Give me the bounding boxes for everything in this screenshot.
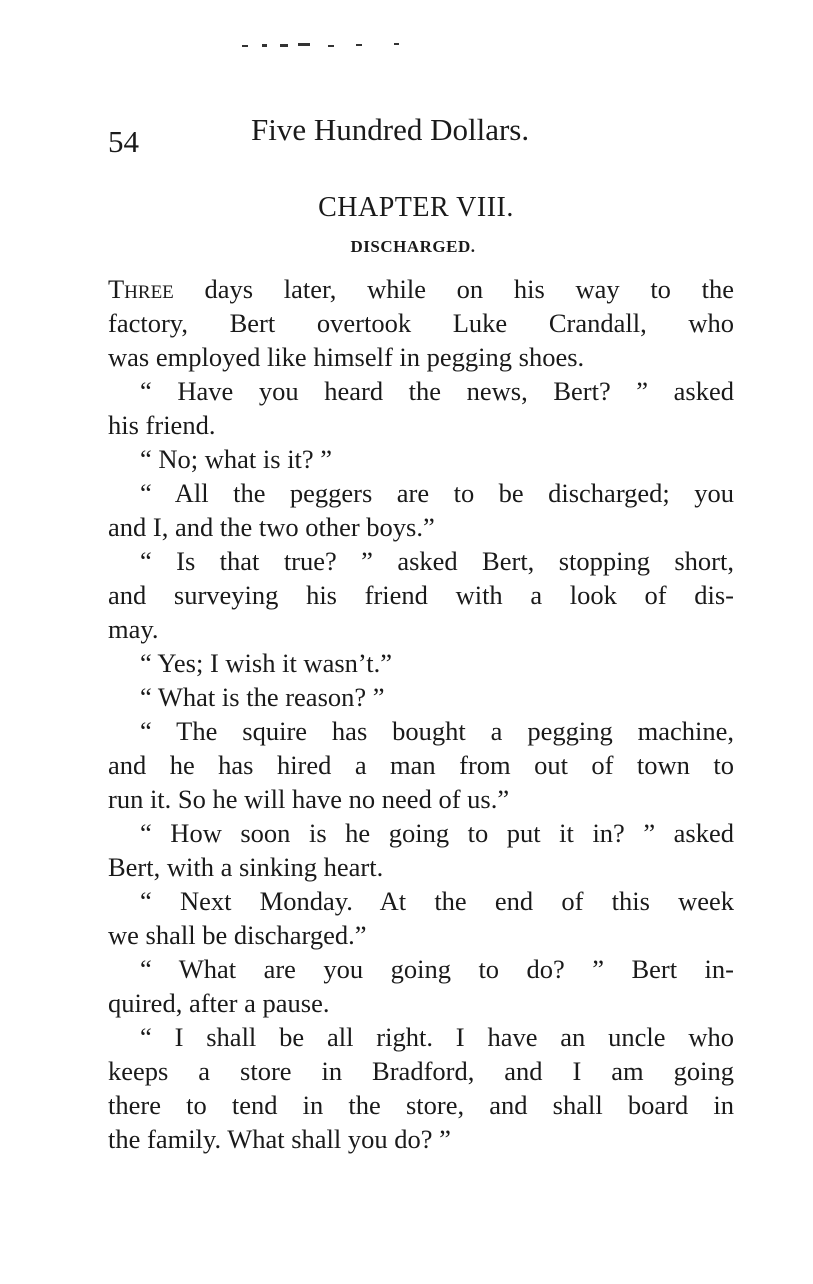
- text-line: [108, 918, 734, 952]
- line-text: “ All the peggers are to be discharged; you: [140, 478, 734, 508]
- line-text: Bert, with a sinking heart.: [108, 852, 384, 882]
- print-specks: [240, 42, 410, 48]
- text-line: [108, 1054, 734, 1088]
- line-text: “ What is the reason? ”: [140, 682, 385, 712]
- text-line: [108, 408, 734, 442]
- line-text: “ Yes; I wish it wasn’t.”: [140, 648, 392, 678]
- text-line: [108, 782, 734, 816]
- chapter-subtitle: DISCHARGED.: [350, 237, 476, 256]
- line-text: factory, Bert overtook Luke Crandall, who: [108, 308, 734, 338]
- text-line: [108, 884, 734, 918]
- line-text: “ No; what is it? ”: [140, 444, 333, 474]
- text-line: [108, 850, 734, 884]
- line-text: his friend.: [108, 410, 216, 440]
- text-line: [108, 544, 734, 578]
- line-text: the family. What shall you do? ”: [108, 1124, 451, 1154]
- text-line: [108, 952, 734, 986]
- text-line: [108, 510, 734, 544]
- line-text: and he has hired a man from out of town to: [108, 750, 734, 780]
- line-text: and surveying his friend with a look of dis-: [108, 580, 734, 610]
- line-text: “ Is that true? ” asked Bert, stopping short,: [140, 546, 734, 576]
- text-line: [108, 612, 734, 646]
- text-line: [108, 1088, 734, 1122]
- book-title: Five Hundred Dollars.: [251, 112, 530, 147]
- text-line: [108, 1122, 734, 1156]
- opening-word: Three: [108, 274, 174, 304]
- line-text: may.: [108, 614, 159, 644]
- chapter-title: CHAPTER VIII.: [318, 192, 514, 223]
- line-text: “ I shall be all right. I have an uncle who: [140, 1022, 734, 1052]
- line-text: run it. So he will have no need of us.”: [108, 784, 510, 814]
- text-line: [108, 1020, 734, 1054]
- text-line: [108, 578, 734, 612]
- text-line: [108, 680, 734, 714]
- line-text: keeps a store in Bradford, and I am going: [108, 1056, 734, 1086]
- line-text: was employed like himself in pegging shoes.: [108, 342, 585, 372]
- line-text: quired, after a pause.: [108, 988, 330, 1018]
- text-line: [108, 476, 734, 510]
- text-line: [108, 442, 734, 476]
- line-text: we shall be discharged.”: [108, 920, 367, 950]
- line-text: “ Next Monday. At the end of this week: [140, 886, 734, 916]
- line-text: “ Have you heard the news, Bert? ” asked: [140, 376, 734, 406]
- page-number: 54: [108, 124, 139, 159]
- text-line: [108, 748, 734, 782]
- line-text: there to tend in the store, and shall board in: [108, 1090, 734, 1120]
- text-line: [108, 306, 734, 340]
- text-line: [108, 374, 734, 408]
- text-line: [108, 986, 734, 1020]
- running-head: [108, 112, 668, 159]
- line-text: “ How soon is he going to put it in? ” asked: [140, 818, 734, 848]
- text-line: [108, 816, 734, 850]
- line-text: “ The squire has bought a pegging machine,: [140, 716, 734, 746]
- text-line: [108, 340, 734, 374]
- line-text: days later, while on his way to the: [204, 274, 735, 304]
- text-line: [108, 646, 734, 680]
- text-line: [108, 272, 734, 306]
- line-text: and I, and the two other boys.”: [108, 512, 435, 542]
- line-text: “ What are you going to do? ” Bert in-: [140, 954, 734, 984]
- chapter-body: [108, 272, 734, 1156]
- text-line: [108, 714, 734, 748]
